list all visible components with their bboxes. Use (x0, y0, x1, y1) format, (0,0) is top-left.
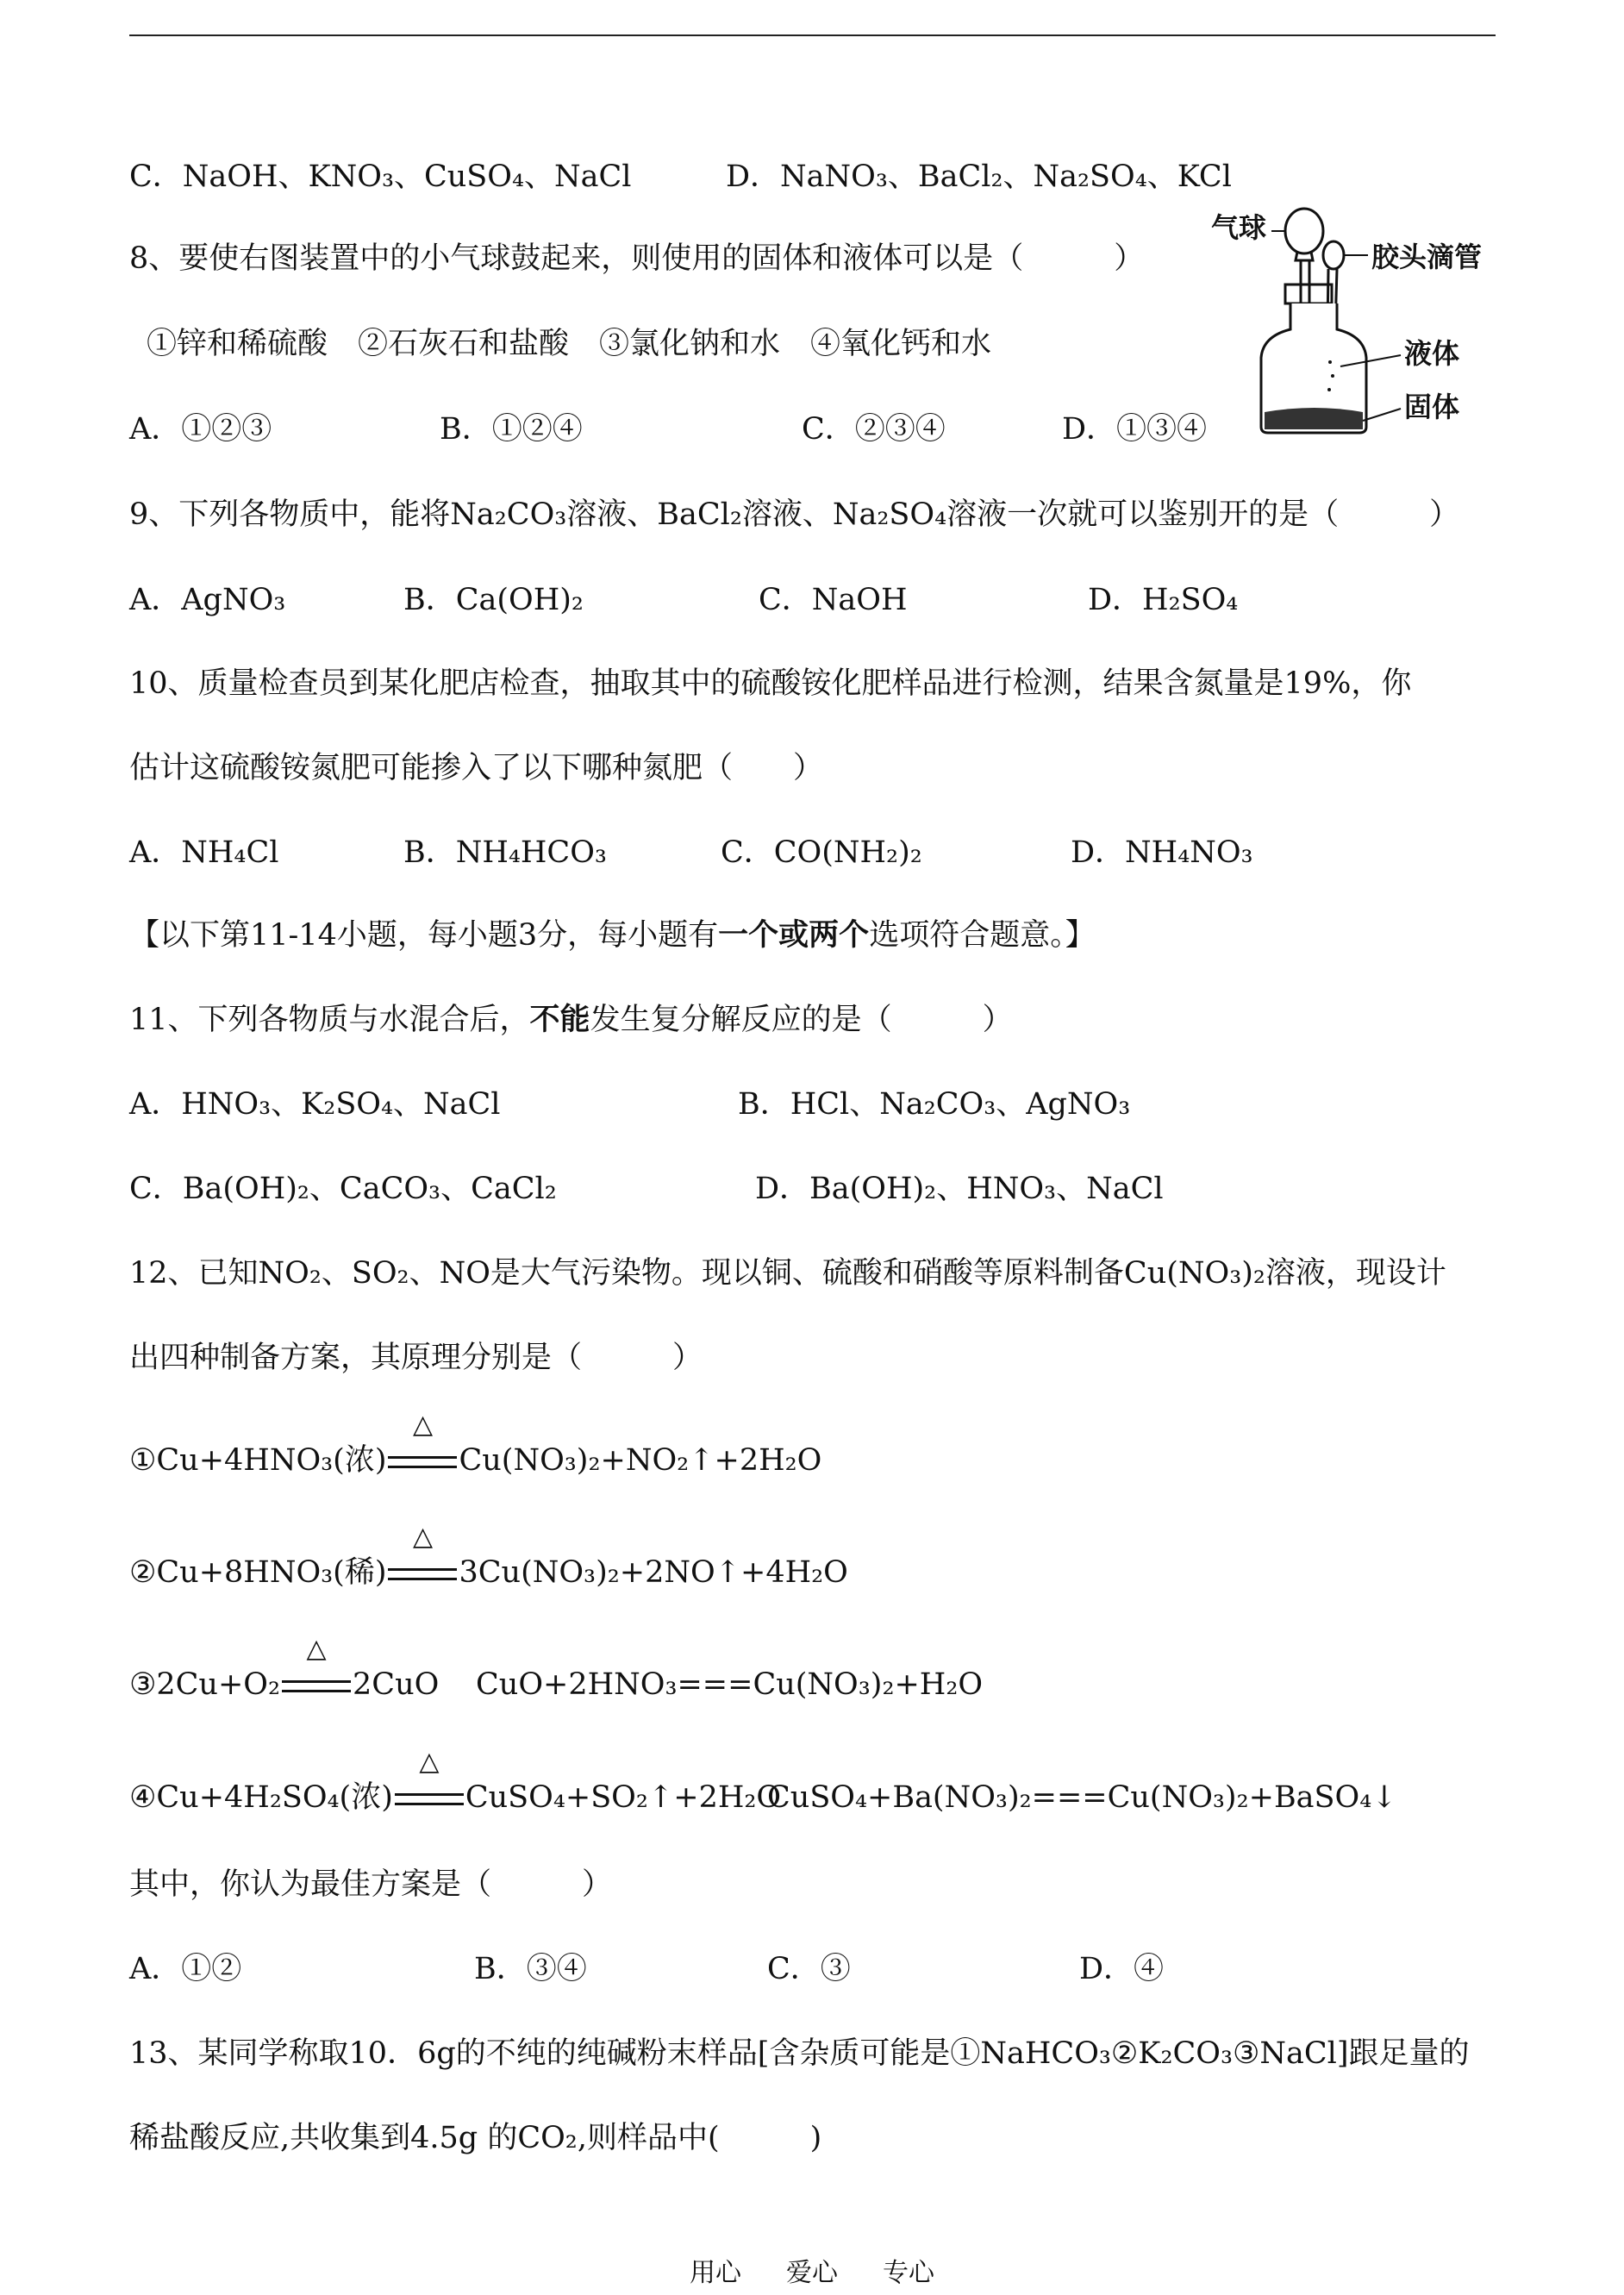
heat-condition (386, 1410, 459, 1479)
q12-ask: 其中，你认为最佳方案是（ ） (129, 1867, 613, 1902)
q9-option-b: B．Ca(OH)₂ (403, 583, 584, 617)
q11-stem-a: 11、下列各物质与水混合后， (129, 1003, 530, 1037)
eq3-products: 2CuO (353, 1667, 440, 1702)
q12-option-b: B．③④ (474, 1952, 587, 1986)
q9-option-c: C．NaOH (759, 583, 908, 617)
q11-stem-c: 发生复分解反应的是（ ） (590, 1003, 1013, 1037)
q8-option-d: D．①③④ (1062, 412, 1208, 447)
page-footer (0, 2256, 1624, 2291)
heat-triangle-icon: △ (306, 1634, 327, 1664)
double-line (388, 1456, 457, 1468)
q8-stem: 8、要使右图装置中的小气球鼓起来，则使用的固体和液体可以是（ ） (129, 241, 1145, 276)
q8-items: ①锌和稀硫酸 ②石灰石和盐酸 ③氯化钠和水 ④氧化钙和水 (147, 327, 992, 361)
section-note-part1: 【以下第11-14小题，每小题3分，每小题有 (129, 918, 719, 953)
q13-stem-line1: 13、某同学称取10．6g的不纯的纯碱粉末样品[含杂质可能是①NaHCO₃②K₂CO₃③NaCl]跟足量的 (129, 2036, 1470, 2071)
eq1-reactants: ①Cu+4HNO₃(浓) (129, 1443, 387, 1478)
q12-option-d: D．④ (1079, 1952, 1165, 1986)
label-dropper: 胶头滴管 (1371, 241, 1483, 273)
q12-equation-1 (129, 1410, 822, 1479)
q10-stem-line2: 估计这硫酸铵氮肥可能掺入了以下哪种氮肥（ ） (129, 751, 824, 785)
q9-stem: 9、下列各物质中，能将Na₂CO₃溶液、BaCl₂溶液、Na₂SO₄溶液一次就可以鉴别开的是（ ） (129, 497, 1460, 532)
eq4-products: CuSO₄+SO₂↑+2H₂O (465, 1780, 782, 1815)
q11-stem-emphasis: 不能 (529, 1002, 590, 1037)
q12-equation-4 (129, 1747, 782, 1817)
section-note (129, 916, 1096, 954)
label-liquid: 液体 (1404, 337, 1460, 370)
q10-option-c: C．CO(NH₂)₂ (721, 835, 922, 870)
q10-stem-line1: 10、质量检查员到某化肥店检查，抽取其中的硫酸铵化肥样品进行检测，结果含氮量是19%，你 (129, 666, 1412, 701)
eq2-products: 3Cu(NO₃)₂+2NO↑+4H₂O (459, 1555, 848, 1590)
heat-condition (393, 1747, 465, 1817)
heat-condition (386, 1522, 459, 1591)
label-solid: 固体 (1404, 391, 1460, 423)
q11-option-d: D．Ba(OH)₂、HNO₃、NaCl (755, 1172, 1164, 1206)
q11-stem (129, 1001, 1013, 1039)
q12-stem-line1: 12、已知NO₂、SO₂、NO是大气污染物。现以铜、硫酸和硝酸等原料制备Cu(NO₃)₂溶液，现设计 (129, 1256, 1446, 1291)
q8-option-a: A．①②③ (129, 412, 272, 447)
double-line (282, 1680, 351, 1692)
q11-option-a: A．HNO₃、K₂SO₄、NaCl (129, 1087, 501, 1122)
q9-option-a: A．AgNO₃ (129, 583, 286, 617)
q13-stem-line2: 稀盐酸反应,共收集到4.5g 的CO₂,则样品中( ) (129, 2121, 822, 2155)
q8-apparatus-figure (1211, 207, 1521, 448)
header-rule (129, 34, 1496, 36)
heat-triangle-icon: △ (412, 1410, 434, 1440)
footer-text-3: 专心 (883, 2258, 934, 2288)
heat-triangle-icon: △ (419, 1747, 440, 1777)
heat-triangle-icon: △ (412, 1522, 434, 1552)
q10-option-d: D．NH₄NO₃ (1071, 835, 1253, 870)
double-line (388, 1568, 457, 1580)
eq2-reactants: ②Cu+8HNO₃(稀) (129, 1555, 387, 1590)
eq3-reactants: ③2Cu+O₂ (129, 1667, 281, 1702)
label-balloon: 气球 (1211, 211, 1267, 244)
q12-equation-4b: CuSO₄+Ba(NO₃)₂===Cu(NO₃)₂+BaSO₄↓ (767, 1780, 1397, 1815)
footer-text-2: 爱心 (786, 2258, 838, 2288)
q12-stem-line2: 出四种制备方案，其原理分别是（ ） (129, 1341, 703, 1375)
q8-option-b: B．①②④ (440, 412, 583, 447)
q11-option-b: B．HCl、Na₂CO₃、AgNO₃ (738, 1087, 1131, 1122)
footer-text-1: 用心 (690, 2258, 741, 2288)
q10-option-b: B．NH₄HCO₃ (403, 835, 607, 870)
q11-option-c: C．Ba(OH)₂、CaCO₃、CaCl₂ (129, 1172, 557, 1206)
eq1-products: Cu(NO₃)₂+NO₂↑+2H₂O (459, 1443, 822, 1478)
q12-equation-3b: CuO+2HNO₃===Cu(NO₃)₂+H₂O (476, 1667, 984, 1702)
q10-option-a: A．NH₄Cl (129, 835, 279, 870)
section-note-part3: 选项符合题意。】 (869, 918, 1096, 953)
q8-option-c: C．②③④ (802, 412, 946, 447)
eq4-reactants: ④Cu+4H₂SO₄(浓) (129, 1780, 393, 1815)
heat-condition (280, 1634, 353, 1704)
q12-option-a: A．①② (129, 1952, 242, 1986)
q9-option-d: D．H₂SO₄ (1088, 583, 1239, 617)
section-note-emphasis: 一个或两个 (718, 917, 870, 953)
q12-equation-2 (129, 1522, 848, 1591)
q12-option-c: C．③ (767, 1952, 851, 1986)
double-line (395, 1793, 464, 1805)
q12-equation-3 (129, 1634, 440, 1704)
q7-option-d: D．NaNO₃、BaCl₂、Na₂SO₄、KCl (726, 159, 1232, 194)
q7-option-c: C．NaOH、KNO₃、CuSO₄、NaCl (129, 159, 632, 194)
